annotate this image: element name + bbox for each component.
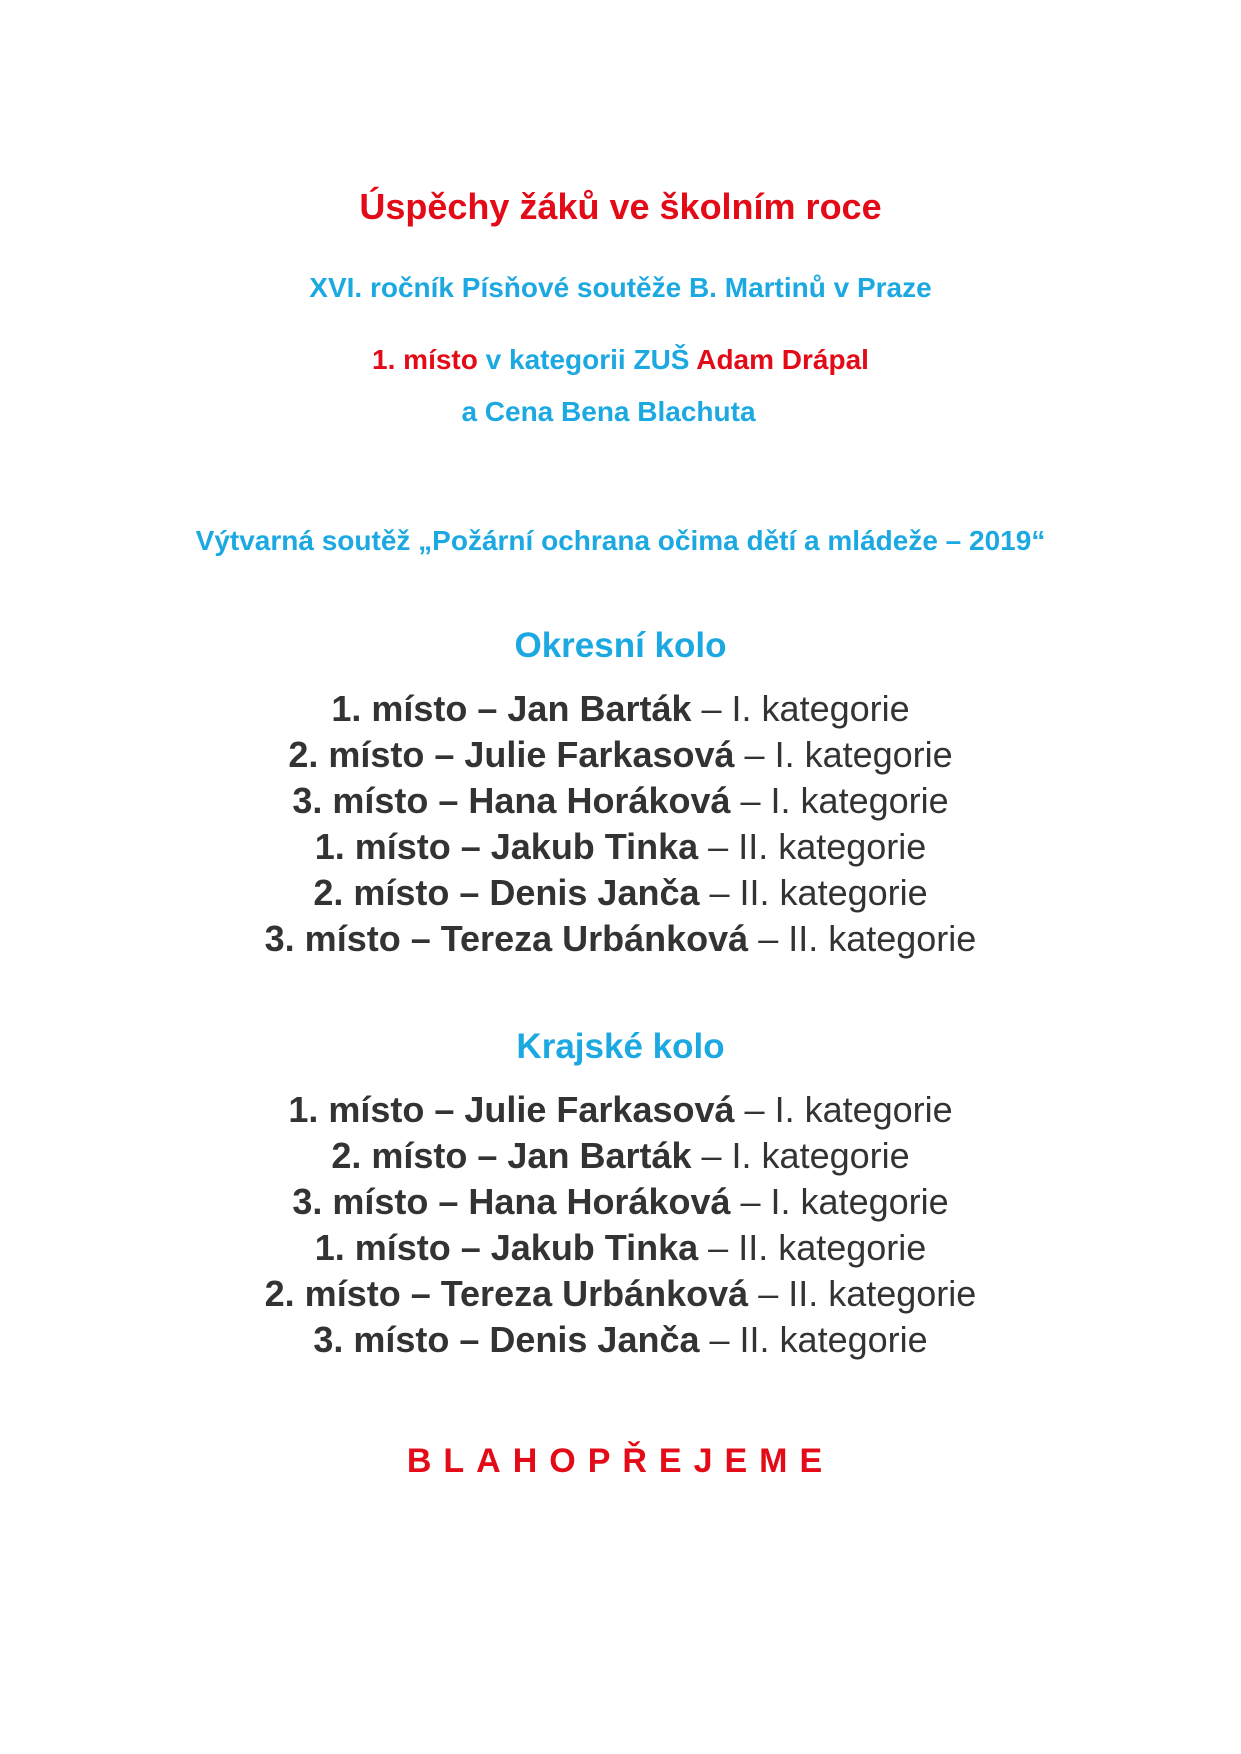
result-row [0,1225,1241,1271]
regional-round-heading: Krajské kolo [516,1027,725,1066]
result-place: 3. místo – Denis Janča [313,1319,700,1360]
result-row [0,1087,1241,1133]
martinu-competition-line: XVI. ročník Písňové soutěže B. Martinů v Praze [309,272,932,303]
martinu-award-line [0,344,1241,376]
result-category: – II. kategorie [699,1319,928,1360]
martinu-extra-award: a Cena Bena Blachuta [461,396,756,427]
result-row [0,1133,1241,1179]
result-category: – II. kategorie [698,826,927,867]
congratulations-text: BLAHOPŘEJEME [406,1442,835,1480]
result-row [0,1271,1241,1317]
award-place: 1. místo [372,344,478,375]
result-place: 2. místo – Tereza Urbánková [264,1273,749,1314]
district-round-heading: Okresní kolo [514,626,727,665]
result-place: 2. místo – Denis Janča [313,872,700,913]
result-category: – I. kategorie [734,1089,953,1130]
result-category: – II. kategorie [748,1273,977,1314]
result-place: 2. místo – Jan Barták [331,1135,692,1176]
result-category: – I. kategorie [730,1181,949,1222]
result-row [0,732,1241,778]
result-category: – I. kategorie [691,688,910,729]
art-competition-title: Výtvarná soutěž „Požární ochrana očima dětí a mládeže – 2019“ [195,525,1046,556]
page-title: Úspěchy žáků ve školním roce [359,186,882,227]
result-category: – I. kategorie [730,780,949,821]
district-results-list [0,686,1241,962]
result-category: – II. kategorie [698,1227,927,1268]
result-place: 1. místo – Jan Barták [331,688,692,729]
result-place: 1. místo – Jakub Tinka [314,1227,699,1268]
result-category: – I. kategorie [734,734,953,775]
result-category: – I. kategorie [691,1135,910,1176]
award-winner: Adam Drápal [696,344,869,375]
result-row [0,1317,1241,1363]
result-place: 3. místo – Tereza Urbánková [264,918,749,959]
result-place: 1. místo – Julie Farkasová [288,1089,735,1130]
regional-results-list [0,1087,1241,1363]
result-row [0,916,1241,962]
result-place: 2. místo – Julie Farkasová [288,734,735,775]
result-category: – II. kategorie [748,918,977,959]
result-row [0,686,1241,732]
result-place: 3. místo – Hana Horáková [292,780,731,821]
result-row [0,1179,1241,1225]
result-category: – II. kategorie [699,872,928,913]
result-place: 1. místo – Jakub Tinka [314,826,699,867]
result-row [0,870,1241,916]
award-category: v kategorii ZUŠ [477,344,697,375]
result-row [0,778,1241,824]
result-row [0,824,1241,870]
result-place: 3. místo – Hana Horáková [292,1181,731,1222]
